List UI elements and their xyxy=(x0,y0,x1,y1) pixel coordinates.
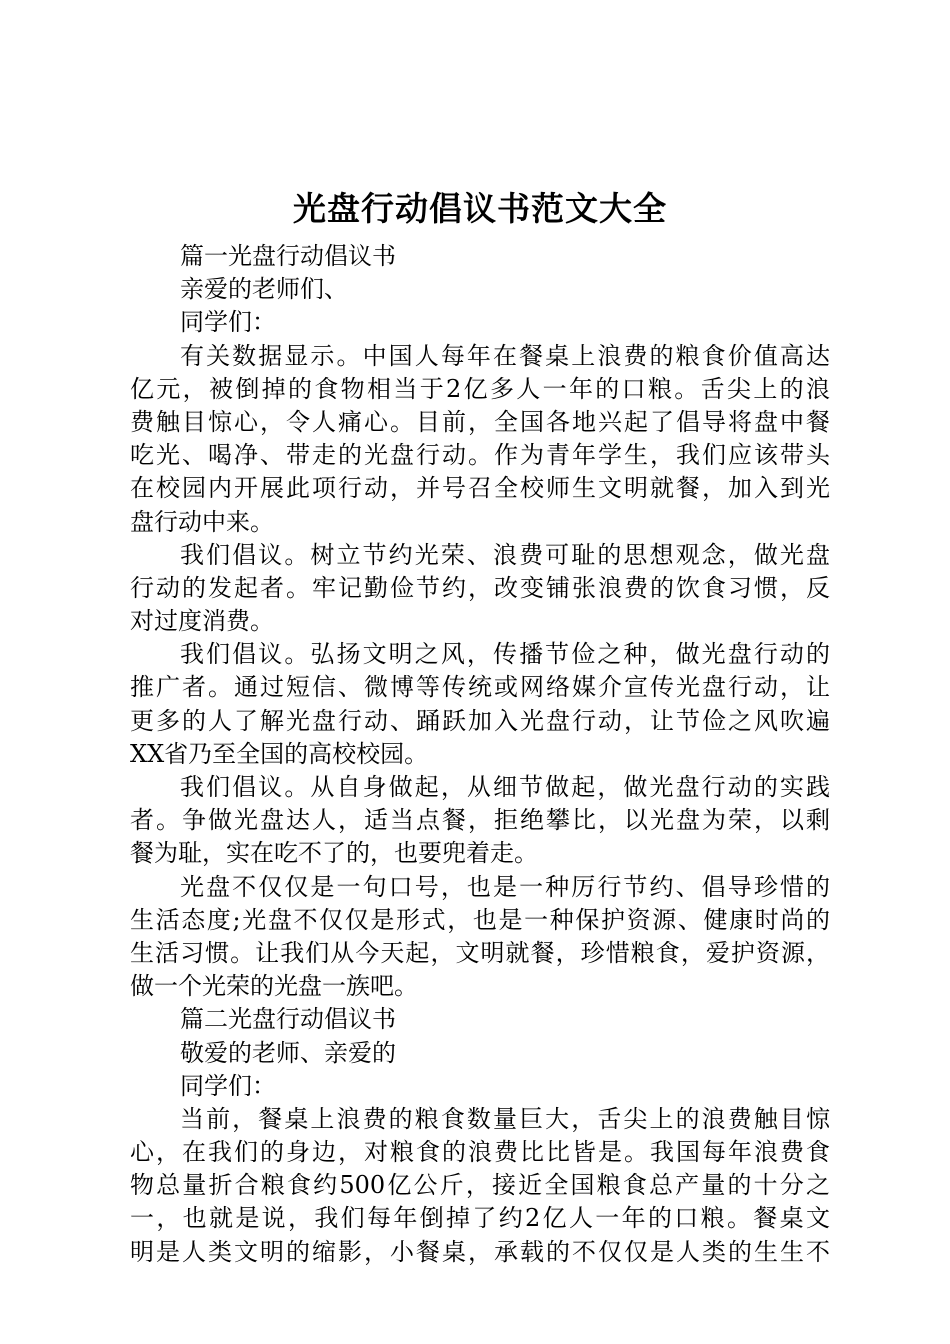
text-line: 吃光、喝净、带走的光盘行动。作为青年学生，我们应该带头 xyxy=(130,441,830,470)
text-line: 光盘不仅仅是一句口号，也是一种厉行节约、倡导珍惜的 xyxy=(180,872,830,901)
text-line: 同学们： xyxy=(180,1071,276,1100)
text-line: 生活习惯。让我们从今天起，文明就餐，珍惜粮食，爱护资源， xyxy=(130,938,830,967)
text-line: XX省乃至全国的高校校园。 xyxy=(130,739,429,768)
text-line: 做一个光荣的光盘一族吧。 xyxy=(130,972,418,1001)
text-line: 一，也就是说，我们每年倒掉了约2亿人一年的口粮。餐桌文 xyxy=(130,1204,830,1233)
text-line: 篇二光盘行动倡议书 xyxy=(180,1005,396,1034)
text-line: 有关数据显示。中国人每年在餐桌上浪费的粮食价值高达 xyxy=(180,341,830,370)
text-line: 篇一光盘行动倡议书 xyxy=(180,242,396,270)
text-line: 我们倡议。树立节约光荣、浪费可耻的思想观念，做光盘 xyxy=(180,540,830,569)
document-body xyxy=(130,240,830,1269)
text-line: 敬爱的老师、亲爱的 xyxy=(180,1038,396,1067)
text-line: 餐为耻，实在吃不了的，也要兜着走。 xyxy=(130,839,538,868)
text-line: 更多的人了解光盘行动、踊跃加入光盘行动，让节俭之风吹遍 xyxy=(130,706,830,735)
text-line: 推广者。通过短信、微博等传统或网络媒介宣传光盘行动，让 xyxy=(130,673,830,702)
text-line: 对过度消费。 xyxy=(130,607,274,636)
text-line: 亲爱的老师们、 xyxy=(180,275,348,304)
text-line: 费触目惊心，令人痛心。目前，全国各地兴起了倡导将盘中餐 xyxy=(130,407,830,436)
text-line: 物总量折合粮食约500亿公斤，接近全国粮食总产量的十分之 xyxy=(130,1171,830,1200)
text-line: 亿元，被倒掉的食物相当于2亿多人一年的口粮。舌尖上的浪 xyxy=(130,374,830,403)
text-line: 心，在我们的身边，对粮食的浪费比比皆是。我国每年浪费食 xyxy=(130,1138,830,1167)
text-line: 在校园内开展此项行动，并号召全校师生文明就餐，加入到光 xyxy=(130,474,830,503)
document-title: 光盘行动倡议书范文大全 xyxy=(293,189,667,228)
text-line: 者。争做光盘达人，适当点餐，拒绝攀比，以光盘为荣，以剩 xyxy=(130,806,830,835)
text-line: 当前，餐桌上浪费的粮食数量巨大，舌尖上的浪费触目惊 xyxy=(180,1104,830,1133)
text-line: 同学们： xyxy=(180,308,276,337)
text-line: 我们倡议。从自身做起，从细节做起，做光盘行动的实践 xyxy=(180,773,830,801)
text-line: 明是人类文明的缩影，小餐桌，承载的不仅仅是人类的生生不 xyxy=(130,1237,830,1266)
text-line: 我们倡议。弘扬文明之风，传播节俭之种，做光盘行动的 xyxy=(180,640,830,669)
text-line: 生活态度;光盘不仅仅是形式，也是一种保护资源、健康时尚的 xyxy=(130,905,830,934)
document-page xyxy=(130,178,830,1269)
text-line: 盘行动中来。 xyxy=(130,507,274,536)
text-line: 行动的发起者。牢记勤俭节约，改变铺张浪费的饮食习惯，反 xyxy=(130,573,830,602)
